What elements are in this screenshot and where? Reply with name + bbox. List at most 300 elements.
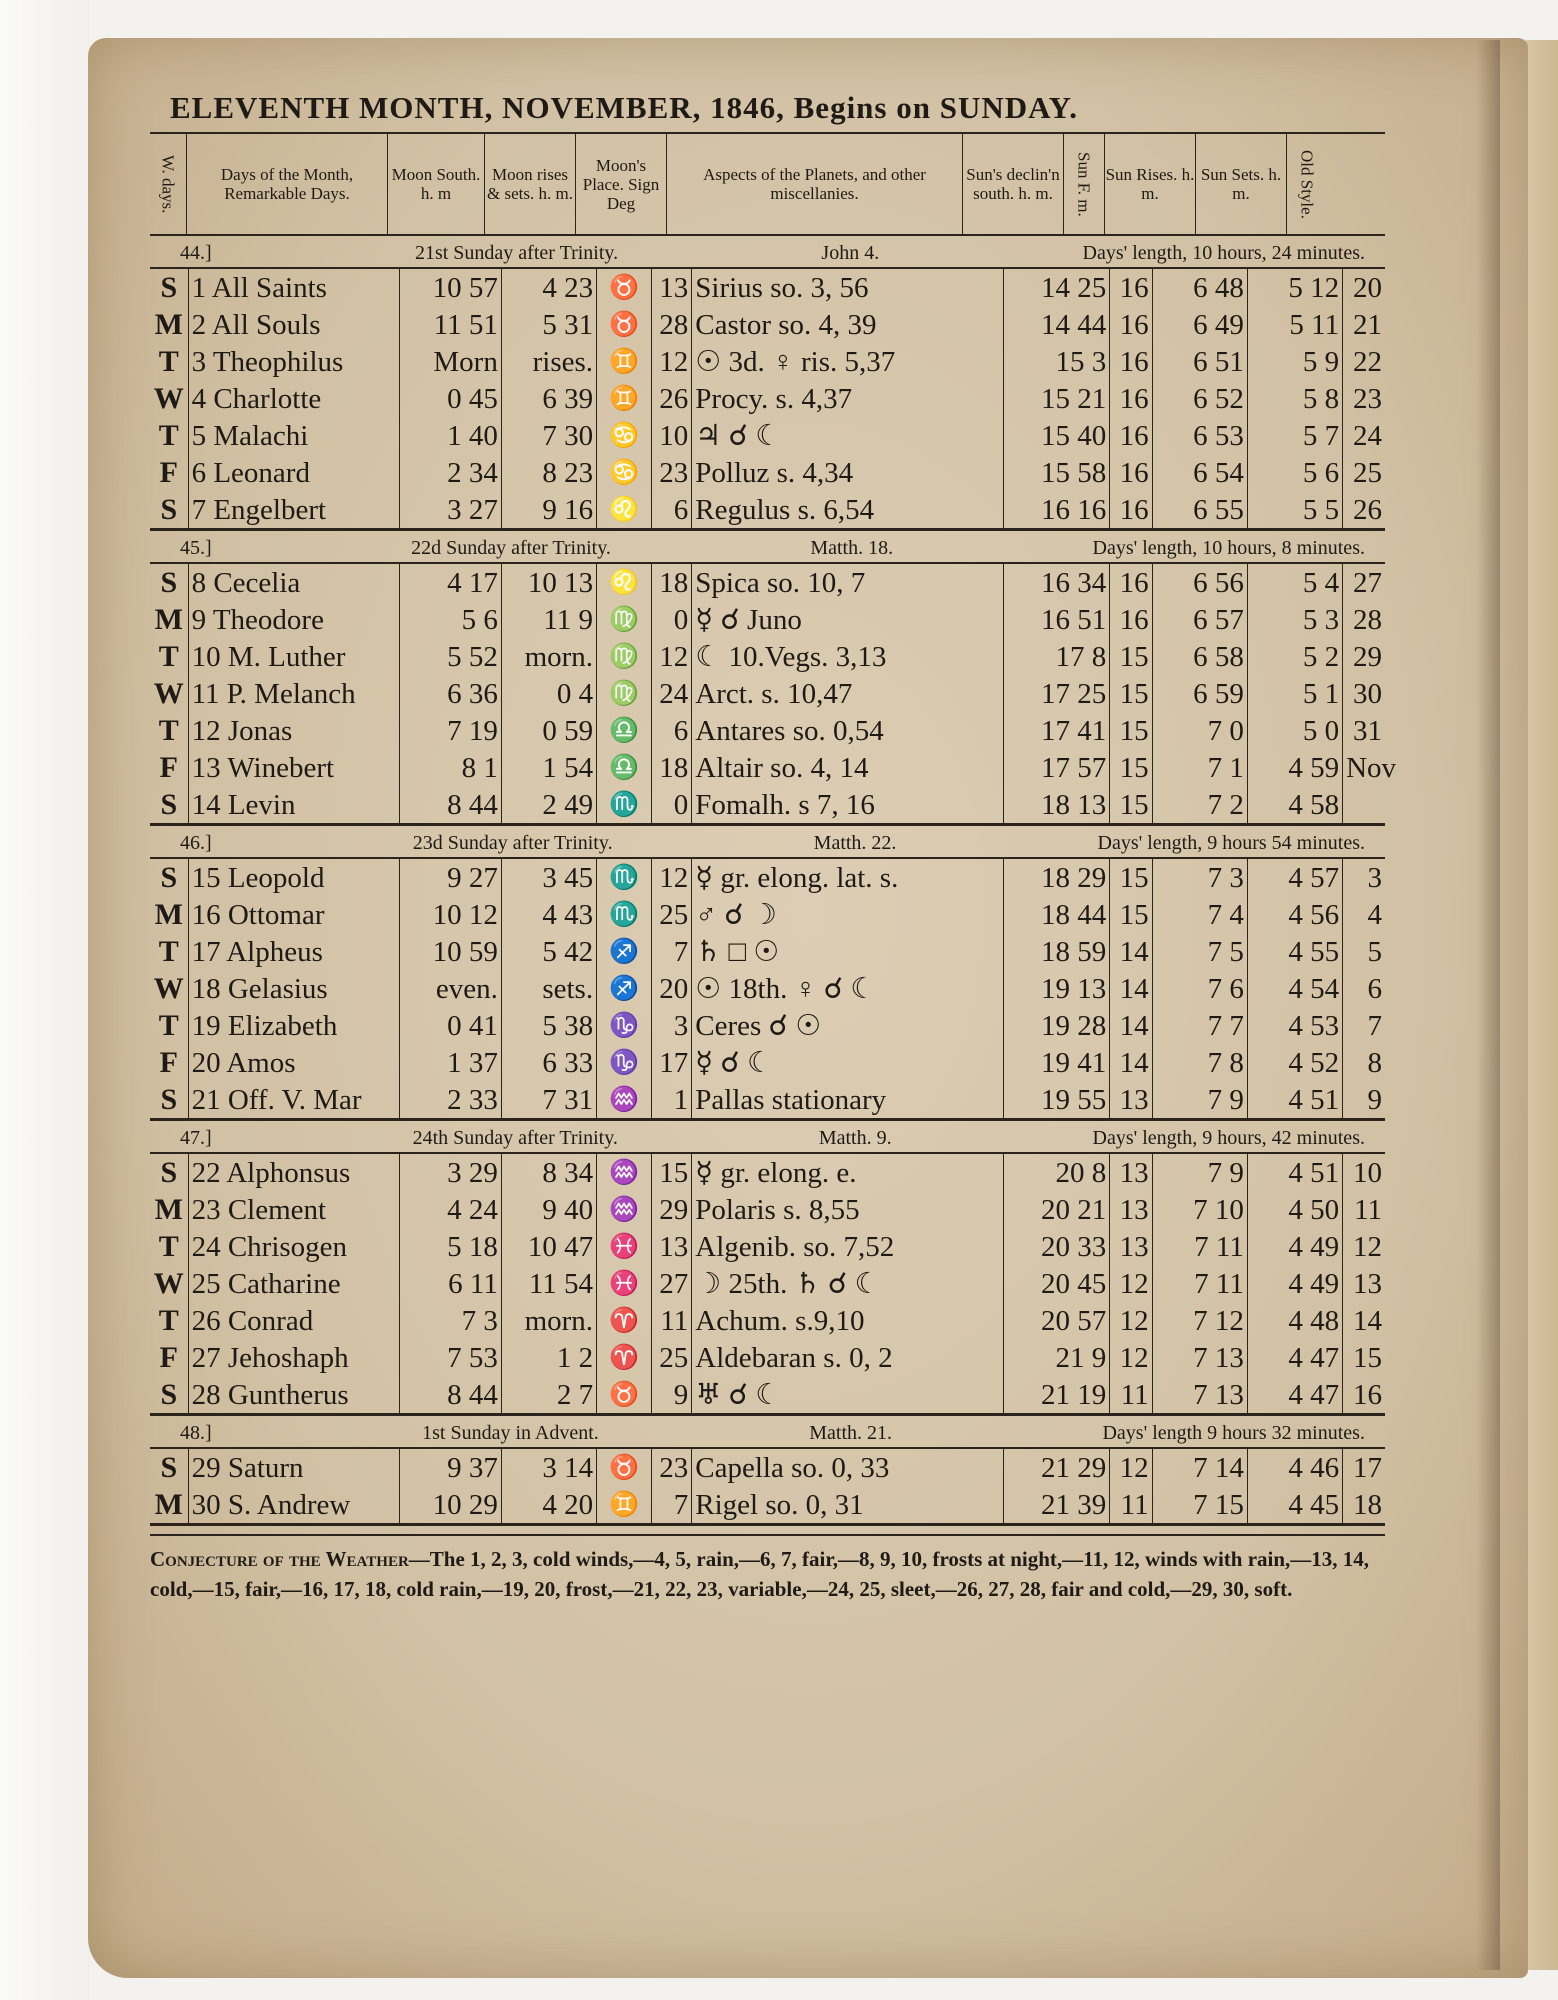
day-row — [150, 1081, 1385, 1118]
sun-declination: 18 29 — [1004, 859, 1110, 896]
aspect: Altair so. 4, 14 — [692, 749, 1004, 786]
sun-fast: 15 — [1110, 896, 1152, 933]
moon-sign: ♉ — [597, 1376, 652, 1413]
old-style: 12 — [1353, 1230, 1382, 1263]
sun-declination: 15 21 — [1004, 380, 1110, 417]
week-header-reading: Matth. 18. — [810, 537, 894, 559]
moon-rises: 10 47 — [501, 1228, 596, 1265]
almanac-content — [150, 90, 1397, 1604]
day-name: 13 Winebert — [188, 749, 400, 786]
moon-south: 2 33 — [400, 1081, 502, 1118]
sun-fast: 15 — [1110, 859, 1152, 896]
sun-rises: 6 51 — [1152, 343, 1247, 380]
day-row — [150, 1302, 1385, 1339]
week-header — [150, 826, 1385, 859]
sun-declination: 20 21 — [1004, 1191, 1110, 1228]
sun-rises: 7 11 — [1152, 1265, 1247, 1302]
aspect: ♄ □ ☉ — [692, 933, 1004, 970]
moon-sign: ♐ — [597, 970, 652, 1007]
day-row — [150, 380, 1385, 417]
day-row — [150, 1265, 1385, 1302]
weekday-letter: W — [150, 675, 188, 712]
moon-rises: 11 9 — [501, 601, 596, 638]
aspect: Achum. s.9,10 — [692, 1302, 1004, 1339]
sun-fast: 14 — [1110, 933, 1152, 970]
sun-rises: 7 8 — [1152, 1044, 1247, 1081]
moon-rises: 1 54 — [501, 749, 596, 786]
sun-declination: 19 55 — [1004, 1081, 1110, 1118]
sun-declination: 15 58 — [1004, 454, 1110, 491]
day-name: 6 Leonard — [188, 454, 400, 491]
old-style: 15 — [1353, 1341, 1382, 1374]
week-block — [150, 269, 1385, 531]
sun-sets: 4 55 — [1247, 933, 1342, 970]
sun-declination: 21 19 — [1004, 1376, 1110, 1413]
sun-sets: 5 4 — [1247, 564, 1342, 601]
sun-rises: 7 14 — [1152, 1449, 1247, 1486]
sun-fast: 13 — [1110, 1081, 1152, 1118]
moon-rises: 5 31 — [501, 306, 596, 343]
column-headers — [150, 132, 1385, 236]
moon-south: 10 12 — [400, 896, 502, 933]
week-header-num: 48.] — [180, 1422, 212, 1444]
sun-fast: 16 — [1110, 564, 1152, 601]
week-header — [150, 531, 1385, 564]
sun-rises: 7 5 — [1152, 933, 1247, 970]
week-header-reading: Matth. 21. — [809, 1422, 893, 1444]
weekday-letter: S — [150, 1081, 188, 1118]
moon-rises: 3 14 — [501, 1449, 596, 1486]
moon-sign: ♊ — [597, 380, 652, 417]
moon-south: 0 45 — [400, 380, 502, 417]
sun-fast: 16 — [1110, 306, 1152, 343]
sun-sets: 5 2 — [1247, 638, 1342, 675]
day-row — [150, 933, 1385, 970]
week-block — [150, 1154, 1385, 1416]
sun-fast: 12 — [1110, 1339, 1152, 1376]
aspect: ☿ ☌ Juno — [692, 601, 1004, 638]
aspect: Rigel so. 0, 31 — [692, 1486, 1004, 1523]
moon-sign: ♑ — [597, 1044, 652, 1081]
weekday-letter: T — [150, 343, 188, 380]
day-name: 5 Malachi — [188, 417, 400, 454]
aspect: ☉ 3d. ♀ ris. 5,37 — [692, 343, 1004, 380]
week-header-sunday: 22d Sunday after Trinity. — [411, 537, 611, 559]
moon-degree: 12 — [652, 859, 692, 896]
moon-south: 2 34 — [400, 454, 502, 491]
weekday-letter: T — [150, 1228, 188, 1265]
page-fold-shadow — [1476, 40, 1500, 1970]
weekday-letter: S — [150, 269, 188, 306]
moon-south: 0 41 — [400, 1007, 502, 1044]
sun-sets: 4 47 — [1247, 1376, 1342, 1413]
sun-fast: 16 — [1110, 343, 1152, 380]
sun-fast: 16 — [1110, 491, 1152, 528]
sun-rises: 7 13 — [1152, 1339, 1247, 1376]
day-row — [150, 675, 1385, 712]
sun-sets: 5 1 — [1247, 675, 1342, 712]
old-style: 18 — [1353, 1488, 1382, 1521]
col-moon-place: Moon's Place. Sign Deg — [576, 134, 667, 234]
moon-degree: 13 — [652, 1228, 692, 1265]
moon-degree: 6 — [652, 491, 692, 528]
weekday-letter: F — [150, 1044, 188, 1081]
week-table — [150, 859, 1385, 1118]
moon-south: 8 1 — [400, 749, 502, 786]
old-style: 4 — [1367, 898, 1382, 931]
sun-sets: 5 11 — [1247, 306, 1342, 343]
sun-sets: 5 12 — [1247, 269, 1342, 306]
moon-sign: ♏ — [597, 786, 652, 823]
sun-fast: 15 — [1110, 675, 1152, 712]
sun-sets: 4 59 — [1247, 749, 1342, 786]
day-row — [150, 454, 1385, 491]
day-name: 22 Alphonsus — [188, 1154, 400, 1191]
col-days: Days of the Month, Remarkable Days. — [187, 134, 388, 234]
moon-rises: 4 23 — [501, 269, 596, 306]
moon-rises: 0 59 — [501, 712, 596, 749]
day-row — [150, 638, 1385, 675]
moon-sign: ♐ — [597, 933, 652, 970]
moon-south: 3 29 — [400, 1154, 502, 1191]
sun-sets: 5 7 — [1247, 417, 1342, 454]
day-name: 29 Saturn — [188, 1449, 400, 1486]
sun-fast: 16 — [1110, 454, 1152, 491]
week-header-num: 44.] — [180, 242, 212, 264]
sun-rises: 6 48 — [1152, 269, 1247, 306]
day-row — [150, 859, 1385, 896]
weekday-letter: W — [150, 970, 188, 1007]
moon-sign: ♓ — [597, 1265, 652, 1302]
sun-declination: 14 44 — [1004, 306, 1110, 343]
moon-degree: 24 — [652, 675, 692, 712]
moon-sign: ♊ — [597, 1486, 652, 1523]
day-name: 10 M. Luther — [188, 638, 400, 675]
sun-sets: 5 6 — [1247, 454, 1342, 491]
old-style: 26 — [1353, 493, 1382, 526]
sun-rises: 6 54 — [1152, 454, 1247, 491]
moon-rises: 4 20 — [501, 1486, 596, 1523]
moon-sign: ♈ — [597, 1302, 652, 1339]
moon-south: 7 3 — [400, 1302, 502, 1339]
day-row — [150, 1228, 1385, 1265]
moon-south: 4 17 — [400, 564, 502, 601]
week-block — [150, 564, 1397, 826]
col-old-style-label: Old Style. — [1297, 149, 1317, 219]
sun-fast: 11 — [1110, 1376, 1152, 1413]
old-style: 28 — [1353, 603, 1382, 636]
day-name: 26 Conrad — [188, 1302, 400, 1339]
aspect: Procy. s. 4,37 — [692, 380, 1004, 417]
background — [0, 0, 90, 2000]
day-name: 30 S. Andrew — [188, 1486, 400, 1523]
moon-south: 7 19 — [400, 712, 502, 749]
sun-sets: 5 5 — [1247, 491, 1342, 528]
col-sun-sets: Sun Sets. h. m. — [1196, 134, 1287, 234]
sun-declination: 21 29 — [1004, 1449, 1110, 1486]
sun-sets: 4 56 — [1247, 896, 1342, 933]
old-style: 5 — [1367, 935, 1382, 968]
old-style — [1343, 786, 1385, 823]
moon-degree: 12 — [652, 343, 692, 380]
moon-degree: 20 — [652, 970, 692, 1007]
moon-degree: 11 — [652, 1302, 692, 1339]
col-moon-rises: Moon rises & sets. h. m. — [485, 134, 576, 234]
moon-rises: rises. — [501, 343, 596, 380]
moon-rises: 3 45 — [501, 859, 596, 896]
col-moon-south: Moon South. h. m — [388, 134, 485, 234]
sun-sets: 5 8 — [1247, 380, 1342, 417]
sun-declination: 16 51 — [1004, 601, 1110, 638]
weekday-letter: S — [150, 786, 188, 823]
week-table — [150, 1449, 1385, 1523]
old-style: 29 — [1353, 640, 1382, 673]
moon-degree: 27 — [652, 1265, 692, 1302]
sun-fast: 13 — [1110, 1191, 1152, 1228]
moon-south: 6 11 — [400, 1265, 502, 1302]
aspect: Sirius so. 3, 56 — [692, 269, 1004, 306]
sun-declination: 18 13 — [1004, 786, 1110, 823]
moon-south: 9 27 — [400, 859, 502, 896]
sun-sets: 5 0 — [1247, 712, 1342, 749]
col-sun-f — [1064, 134, 1105, 234]
week-header-length: Days' length, 10 hours, 8 minutes. — [1092, 537, 1365, 559]
week-block — [150, 859, 1385, 1121]
day-row — [150, 1376, 1385, 1413]
sun-sets: 4 50 — [1247, 1191, 1342, 1228]
page-title: ELEVENTH MONTH, NOVEMBER, 1846, Begins on SUNDAY. — [170, 90, 1078, 125]
week-header-length: Days' length, 9 hours, 42 minutes. — [1092, 1127, 1365, 1149]
aspect: Spica so. 10, 7 — [692, 564, 1004, 601]
day-row — [150, 896, 1385, 933]
old-style: 24 — [1353, 419, 1382, 452]
sun-declination: 21 9 — [1004, 1339, 1110, 1376]
week-header-reading: Matth. 22. — [813, 832, 897, 854]
aspect: ☿ gr. elong. e. — [692, 1154, 1004, 1191]
sun-sets: 4 46 — [1247, 1449, 1342, 1486]
aspect: ☉ 18th. ♀ ☌ ☾ — [692, 970, 1004, 1007]
sun-declination: 15 40 — [1004, 417, 1110, 454]
sun-sets: 4 54 — [1247, 970, 1342, 1007]
sun-rises: 7 9 — [1152, 1154, 1247, 1191]
moon-degree: 18 — [652, 749, 692, 786]
sun-fast: 15 — [1110, 638, 1152, 675]
moon-degree: 0 — [652, 786, 692, 823]
moon-rises: 1 2 — [501, 1339, 596, 1376]
day-row — [150, 1486, 1385, 1523]
moon-rises: 0 4 — [501, 675, 596, 712]
col-wdays — [150, 134, 187, 234]
moon-south: 9 37 — [400, 1449, 502, 1486]
moon-rises: 7 30 — [501, 417, 596, 454]
moon-sign: ♉ — [597, 1449, 652, 1486]
aspect: ☽ 25th. ♄ ☌ ☾ — [692, 1265, 1004, 1302]
old-style: 31 — [1353, 714, 1382, 747]
moon-degree: 25 — [652, 1339, 692, 1376]
week-header-sunday: 21st Sunday after Trinity. — [414, 242, 619, 264]
aspect: Fomalh. s 7, 16 — [692, 786, 1004, 823]
moon-sign: ♉ — [597, 306, 652, 343]
sun-declination: 20 8 — [1004, 1154, 1110, 1191]
sun-declination: 17 57 — [1004, 749, 1110, 786]
moon-south: 5 52 — [400, 638, 502, 675]
day-name: 8 Cecelia — [188, 564, 400, 601]
week-table — [150, 564, 1397, 823]
aspect: Pallas stationary — [692, 1081, 1004, 1118]
old-style: Nov — [1346, 751, 1397, 784]
weekday-letter: M — [150, 1486, 188, 1523]
sun-declination: 19 41 — [1004, 1044, 1110, 1081]
moon-sign: ♍ — [597, 638, 652, 675]
moon-sign: ♑ — [597, 1007, 652, 1044]
weekday-letter: W — [150, 380, 188, 417]
moon-rises: 8 34 — [501, 1154, 596, 1191]
sun-rises: 7 13 — [1152, 1376, 1247, 1413]
day-name: 16 Ottomar — [188, 896, 400, 933]
sun-rises: 7 1 — [1152, 749, 1247, 786]
sun-fast: 14 — [1110, 970, 1152, 1007]
day-row — [150, 601, 1385, 638]
moon-sign: ♎ — [597, 749, 652, 786]
moon-rises: sets. — [501, 970, 596, 1007]
day-name: 19 Elizabeth — [188, 1007, 400, 1044]
old-style: 10 — [1353, 1156, 1382, 1189]
moon-south: even. — [400, 970, 502, 1007]
weekday-letter: T — [150, 638, 188, 675]
old-style: 21 — [1353, 308, 1382, 341]
sun-fast: 12 — [1110, 1302, 1152, 1339]
sun-fast: 12 — [1110, 1449, 1152, 1486]
aspect: Polluz s. 4,34 — [692, 454, 1004, 491]
moon-degree: 28 — [652, 306, 692, 343]
sun-sets: 4 49 — [1247, 1265, 1342, 1302]
old-style: 3 — [1367, 861, 1382, 894]
sun-fast: 16 — [1110, 269, 1152, 306]
moon-rises: morn. — [501, 1302, 596, 1339]
day-name: 25 Catharine — [188, 1265, 400, 1302]
moon-degree: 7 — [652, 1486, 692, 1523]
weather-label: Conjecture of the Weather — [150, 1547, 409, 1571]
weekday-letter: T — [150, 712, 188, 749]
week-header-reading: John 4. — [821, 242, 880, 264]
old-style: 6 — [1367, 972, 1382, 1005]
day-row — [150, 564, 1385, 601]
week-header — [150, 1416, 1385, 1449]
weather-conjecture — [150, 1534, 1385, 1604]
old-style: 8 — [1367, 1046, 1382, 1079]
day-name: 20 Amos — [188, 1044, 400, 1081]
sun-fast: 11 — [1110, 1486, 1152, 1523]
day-row — [150, 749, 1385, 786]
moon-south: 5 18 — [400, 1228, 502, 1265]
weekday-letter: M — [150, 601, 188, 638]
col-old-style — [1287, 134, 1327, 234]
moon-degree: 9 — [652, 1376, 692, 1413]
moon-sign: ♌ — [597, 564, 652, 601]
sun-sets: 4 45 — [1247, 1486, 1342, 1523]
day-name: 17 Alpheus — [188, 933, 400, 970]
moon-degree: 7 — [652, 933, 692, 970]
moon-sign: ♉ — [597, 269, 652, 306]
week-header-num: 45.] — [180, 537, 212, 559]
sun-declination: 17 25 — [1004, 675, 1110, 712]
moon-south: Morn — [400, 343, 502, 380]
sun-rises: 7 7 — [1152, 1007, 1247, 1044]
moon-degree: 29 — [652, 1191, 692, 1228]
sun-declination: 14 25 — [1004, 269, 1110, 306]
old-style: 11 — [1354, 1193, 1382, 1226]
weekday-letter: S — [150, 564, 188, 601]
sun-declination: 16 16 — [1004, 491, 1110, 528]
sun-rises: 6 49 — [1152, 306, 1247, 343]
moon-degree: 6 — [652, 712, 692, 749]
weekday-letter: T — [150, 1302, 188, 1339]
sun-rises: 7 6 — [1152, 970, 1247, 1007]
day-name: 7 Engelbert — [188, 491, 400, 528]
week-table — [150, 1154, 1385, 1413]
sun-declination: 18 44 — [1004, 896, 1110, 933]
day-name: 21 Off. V. Mar — [188, 1081, 400, 1118]
sun-sets: 5 3 — [1247, 601, 1342, 638]
day-row — [150, 491, 1385, 528]
sun-sets: 4 48 — [1247, 1302, 1342, 1339]
sun-rises: 6 59 — [1152, 675, 1247, 712]
moon-rises: 6 39 — [501, 380, 596, 417]
weekday-letter: F — [150, 749, 188, 786]
week-block — [150, 1449, 1385, 1526]
moon-south: 10 57 — [400, 269, 502, 306]
day-name: 24 Chrisogen — [188, 1228, 400, 1265]
day-row — [150, 1191, 1385, 1228]
sun-declination: 20 33 — [1004, 1228, 1110, 1265]
day-name: 18 Gelasius — [188, 970, 400, 1007]
moon-degree: 13 — [652, 269, 692, 306]
sun-declination: 17 8 — [1004, 638, 1110, 675]
aspect: Capella so. 0, 33 — [692, 1449, 1004, 1486]
moon-sign: ♍ — [597, 601, 652, 638]
moon-south: 8 44 — [400, 786, 502, 823]
day-row — [150, 417, 1385, 454]
day-name: 9 Theodore — [188, 601, 400, 638]
moon-degree: 23 — [652, 1449, 692, 1486]
day-row — [150, 1449, 1385, 1486]
moon-south: 6 36 — [400, 675, 502, 712]
sun-fast: 12 — [1110, 1265, 1152, 1302]
old-style: 27 — [1353, 566, 1382, 599]
sun-declination: 20 45 — [1004, 1265, 1110, 1302]
sun-sets: 4 57 — [1247, 859, 1342, 896]
weekday-letter: T — [150, 933, 188, 970]
sun-rises: 7 2 — [1152, 786, 1247, 823]
day-row — [150, 1044, 1385, 1081]
moon-degree: 0 — [652, 601, 692, 638]
sun-rises: 6 57 — [1152, 601, 1247, 638]
sun-rises: 7 9 — [1152, 1081, 1247, 1118]
old-style: 9 — [1367, 1083, 1382, 1116]
moon-south: 10 29 — [400, 1486, 502, 1523]
col-sun-f-label: Sun F. m. — [1074, 151, 1094, 217]
day-name: 4 Charlotte — [188, 380, 400, 417]
moon-rises: 6 33 — [501, 1044, 596, 1081]
aspect: Antares so. 0,54 — [692, 712, 1004, 749]
sun-sets: 4 47 — [1247, 1339, 1342, 1376]
day-name: 11 P. Melanch — [188, 675, 400, 712]
moon-degree: 3 — [652, 1007, 692, 1044]
sun-fast: 15 — [1110, 749, 1152, 786]
moon-rises: 10 13 — [501, 564, 596, 601]
moon-degree: 17 — [652, 1044, 692, 1081]
sun-fast: 14 — [1110, 1044, 1152, 1081]
